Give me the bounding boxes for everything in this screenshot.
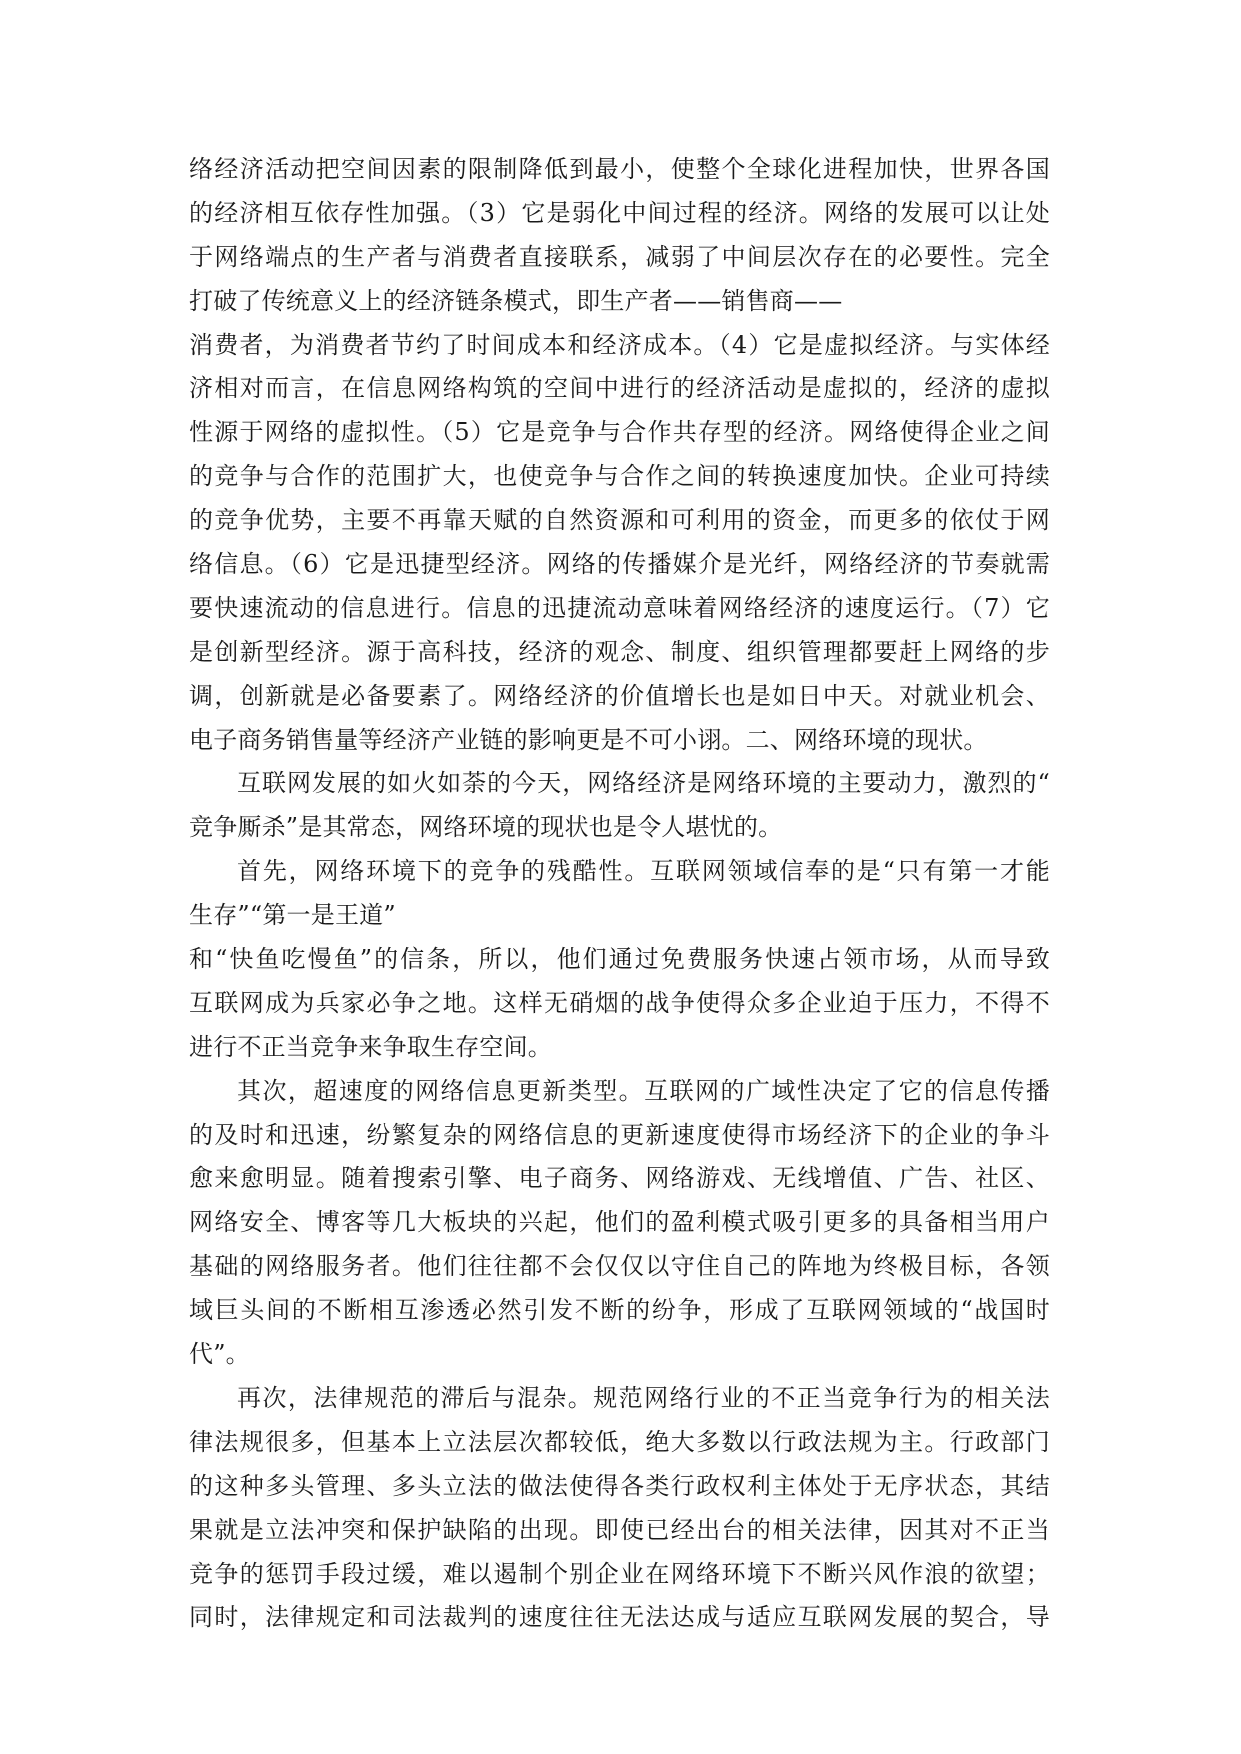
text-line: 生存”“第一是王道” xyxy=(189,901,396,930)
text-line: 竞争厮杀”是其常态，网络环境的现状也是令人堪忧的。 xyxy=(189,813,783,842)
text-line: 调，创新就是必备要素了。网络经济的价值增长也是如日中天。对就业机会、 xyxy=(189,681,1050,710)
text-line: 域巨头间的不断相互渗透必然引发不断的纷争，形成了互联网领域的“战国时 xyxy=(189,1296,1050,1325)
text-line: 于网络端点的生产者与消费者直接联系，减弱了中间层次存在的必要性。完全 xyxy=(189,242,1050,271)
text-line: 络经济活动把空间因素的限制降低到最小，使整个全球化进程加快，世界各国 xyxy=(189,155,1050,183)
text-line: 要快速流动的信息进行。信息的迅捷流动意味着网络经济的速度运行。（7）它 xyxy=(189,593,1050,622)
paragraph-first-line: 再次，法律规范的滞后与混杂。规范网络行业的不正当竞争行为的相关法 xyxy=(237,1383,1050,1412)
text-line: 代”。 xyxy=(189,1340,250,1369)
text-line: 打破了传统意义上的经济链条模式，即生产者——销售商—— xyxy=(189,286,843,315)
text-line: 律法规很多，但基本上立法层次都较低，绝大多数以行政法规为主。行政部门 xyxy=(189,1427,1050,1456)
paragraph-first-line: 其次，超速度的网络信息更新类型。互联网的广域性决定了它的信息传播 xyxy=(237,1076,1050,1105)
text-line: 同时，法律规定和司法裁判的速度往往无法达成与适应互联网发展的契合，导 xyxy=(189,1603,1050,1632)
text-line: 的这种多头管理、多头立法的做法使得各类行政权利主体处于无序状态，其结 xyxy=(189,1471,1050,1500)
text-line: 是创新型经济。源于高科技，经济的观念、制度、组织管理都要赶上网络的步 xyxy=(189,637,1050,666)
text-line: 网络安全、博客等几大板块的兴起，他们的盈利模式吸引更多的具备相当用户 xyxy=(189,1208,1050,1237)
document-page xyxy=(189,148,1050,1640)
text-line: 络信息。（6）它是迅捷型经济。网络的传播媒介是光纤，网络经济的节奏就需 xyxy=(189,550,1050,579)
text-line: 济相对而言，在信息网络构筑的空间中进行的经济活动是虚拟的，经济的虚拟 xyxy=(189,374,1050,403)
text-line: 的经济相互依存性加强。（3）它是弱化中间过程的经济。网络的发展可以让处 xyxy=(189,198,1050,227)
text-line: 的竞争与合作的范围扩大，也使竞争与合作之间的转换速度加快。企业可持续 xyxy=(189,462,1050,491)
text-line: 基础的网络服务者。他们往往都不会仅仅以守住自己的阵地为终极目标，各领 xyxy=(189,1252,1050,1281)
text-line: 愈来愈明显。随着搜索引擎、电子商务、网络游戏、无线增值、广告、社区、 xyxy=(189,1164,1050,1193)
text-line: 电子商务销售量等经济产业链的影响更是不可小诩。二、网络环境的现状。 xyxy=(189,725,988,754)
text-line: 和“快鱼吃慢鱼”的信条，所以，他们通过免费服务快速占领市场，从而导致 xyxy=(189,945,1050,974)
paragraph-first-line: 首先，网络环境下的竞争的残酷性。互联网领域信奉的是“只有第一才能 xyxy=(237,857,1050,886)
text-line: 进行不正当竞争来争取生存空间。 xyxy=(189,1032,552,1061)
text-line: 性源于网络的虚拟性。（5）它是竞争与合作共存型的经济。网络使得企业之间 xyxy=(189,418,1050,447)
text-line: 的及时和迅速，纷繁复杂的网络信息的更新速度使得市场经济下的企业的争斗 xyxy=(189,1120,1050,1149)
paragraph-first-line: 互联网发展的如火如荼的今天，网络经济是网络环境的主要动力，激烈的“ xyxy=(237,769,1050,798)
text-line: 果就是立法冲突和保护缺陷的出现。即使已经出台的相关法律，因其对不正当 xyxy=(189,1515,1050,1544)
text-line: 的竞争优势，主要不再靠天赋的自然资源和可利用的资金，而更多的依仗于网 xyxy=(189,506,1050,535)
text-line: 消费者，为消费者节约了时间成本和经济成本。（4）它是虚拟经济。与实体经 xyxy=(189,330,1050,359)
text-line: 互联网成为兵家必争之地。这样无硝烟的战争使得众多企业迫于压力，不得不 xyxy=(189,988,1050,1017)
text-line: 竞争的惩罚手段过缓，难以遏制个别企业在网络环境下不断兴风作浪的欲望； xyxy=(189,1559,1050,1588)
